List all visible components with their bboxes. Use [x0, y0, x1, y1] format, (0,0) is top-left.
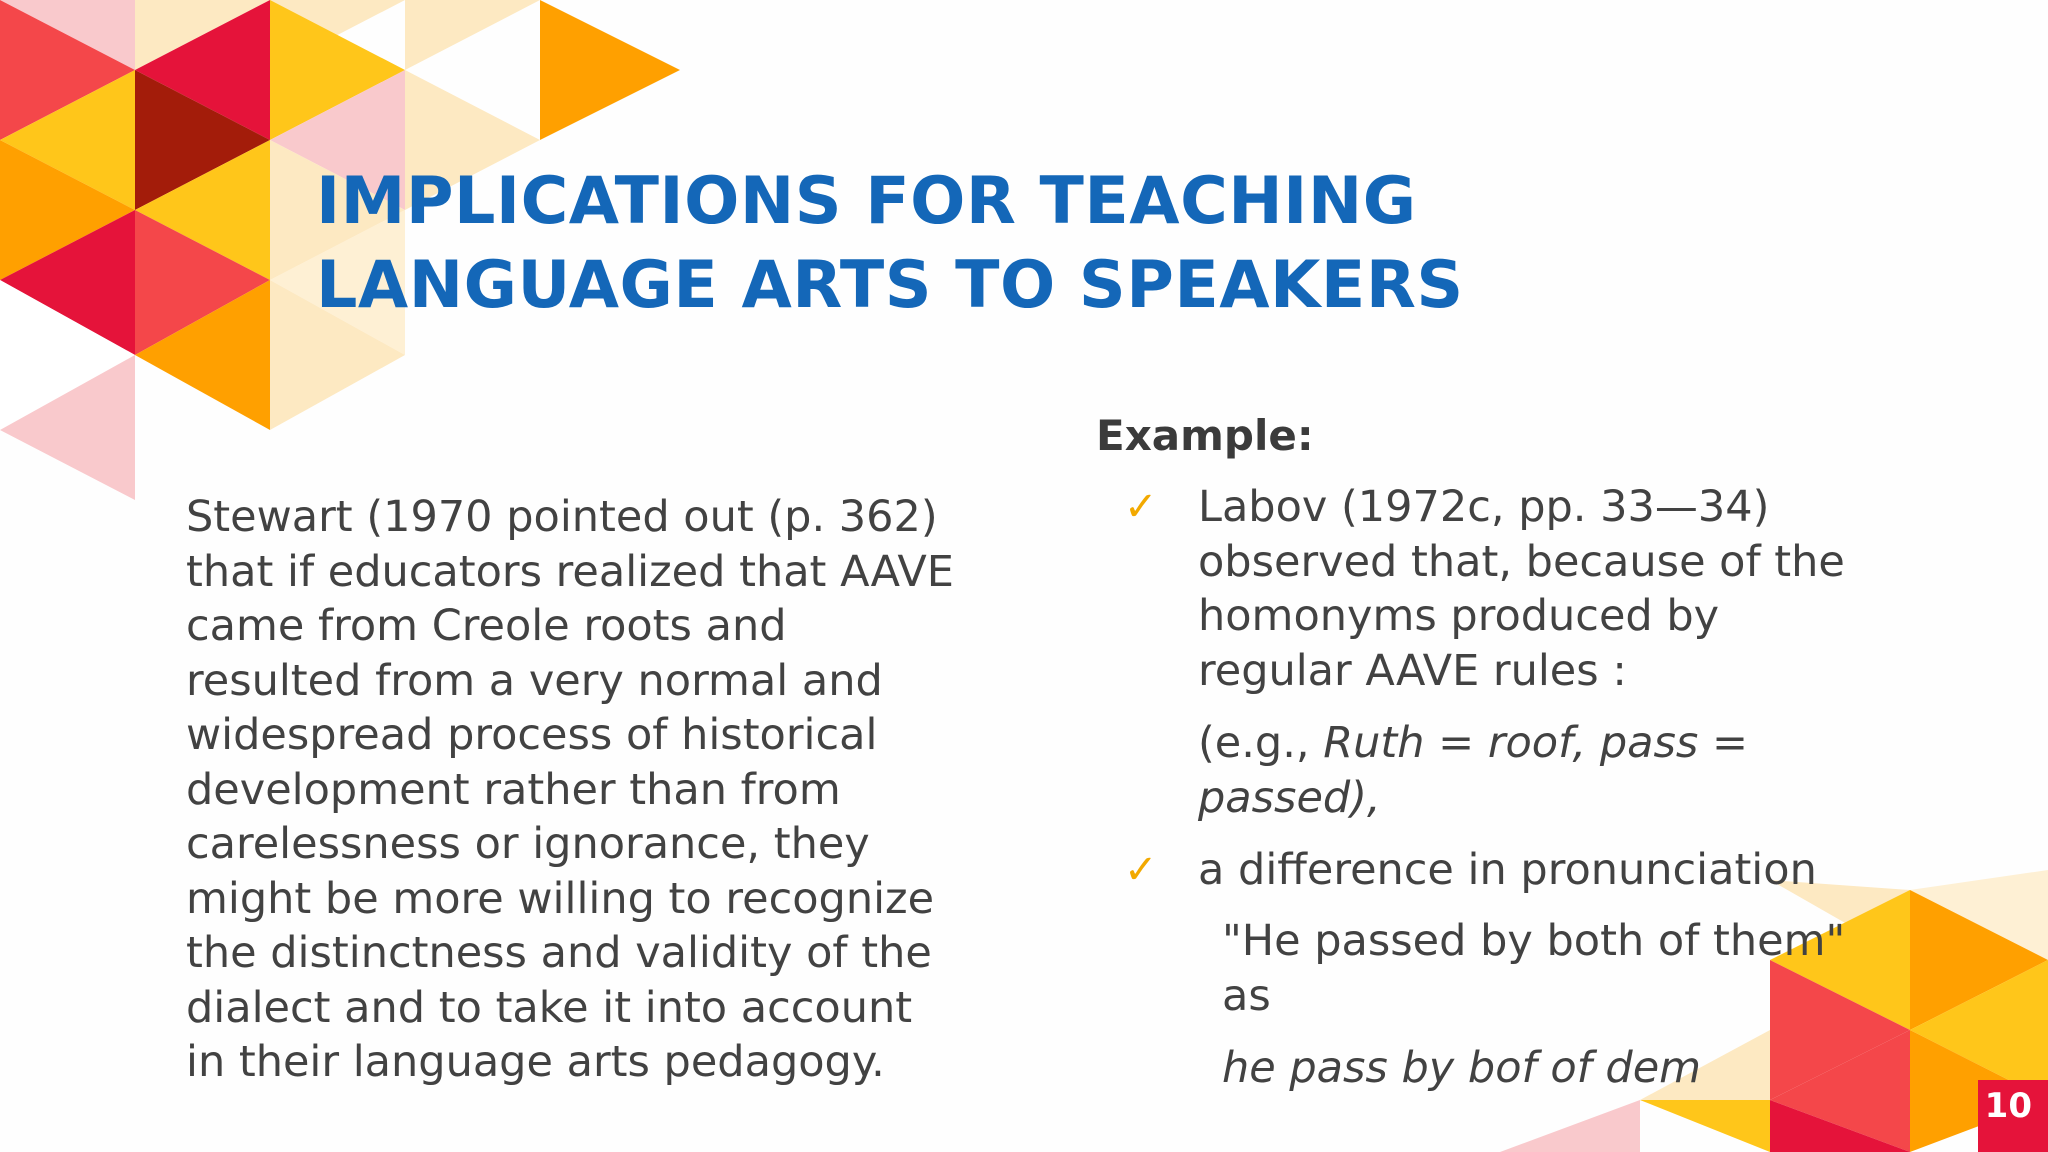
paragraph-line: resulted from a very normal and	[186, 655, 883, 706]
paragraph-line: might be more willing to recognize	[186, 873, 935, 924]
paragraph-line: the distinctness and validity of the	[186, 928, 932, 978]
quote-line-1: "He passed by both of them"	[1222, 916, 1846, 966]
quote-line-2: as	[1222, 970, 1271, 1021]
checkmark-icon: ✓	[1124, 847, 1158, 893]
pronunciation-quote	[1222, 914, 1845, 1023]
eg-prefix: (e.g.,	[1198, 718, 1324, 768]
paragraph-line: came from Creole roots and	[186, 601, 787, 651]
paragraph-line: in their language arts pedagogy.	[186, 1037, 885, 1087]
paragraph-line: carelessness or ignorance, they	[186, 819, 870, 869]
eg-italic-2: passed),	[1198, 772, 1381, 823]
bullet-pronunciation: a difference in pronunciation	[1198, 845, 1817, 895]
checkmark-icon: ✓	[1124, 484, 1158, 530]
bullet-labov	[1198, 480, 1845, 698]
example-heading: Example:	[1096, 411, 1314, 460]
eg-italic-1: Ruth = roof, pass =	[1323, 718, 1748, 768]
bullet-line: homonyms produced by	[1198, 591, 1720, 641]
bullet-line: Labov (1972c, pp. 33—34)	[1198, 482, 1770, 532]
homonym-example-line-1	[1198, 716, 1748, 771]
bullet-line: observed that, because of the	[1198, 536, 1845, 587]
bullet-line: regular AAVE rules :	[1198, 645, 1627, 696]
stewart-paragraph	[186, 490, 1046, 1090]
paragraph-line: Stewart (1970 pointed out (p. 362)	[186, 492, 938, 542]
slide-title-line-2: LANGUAGE ARTS TO SPEAKERS	[316, 248, 1464, 323]
paragraph-line: development rather than from	[186, 764, 841, 815]
slide-title	[316, 160, 1616, 328]
slide-title-line-1: IMPLICATIONS FOR TEACHING	[316, 164, 1417, 239]
paragraph-line: dialect and to take it into account	[186, 982, 913, 1033]
paragraph-line: that if educators realized that AAVE	[186, 546, 954, 597]
pronunciation-italic: he pass by bof of dem	[1222, 1043, 1702, 1093]
page-number: 10	[1984, 1086, 2032, 1126]
paragraph-line: widespread process of historical	[186, 710, 878, 760]
homonym-example	[1198, 716, 1748, 825]
